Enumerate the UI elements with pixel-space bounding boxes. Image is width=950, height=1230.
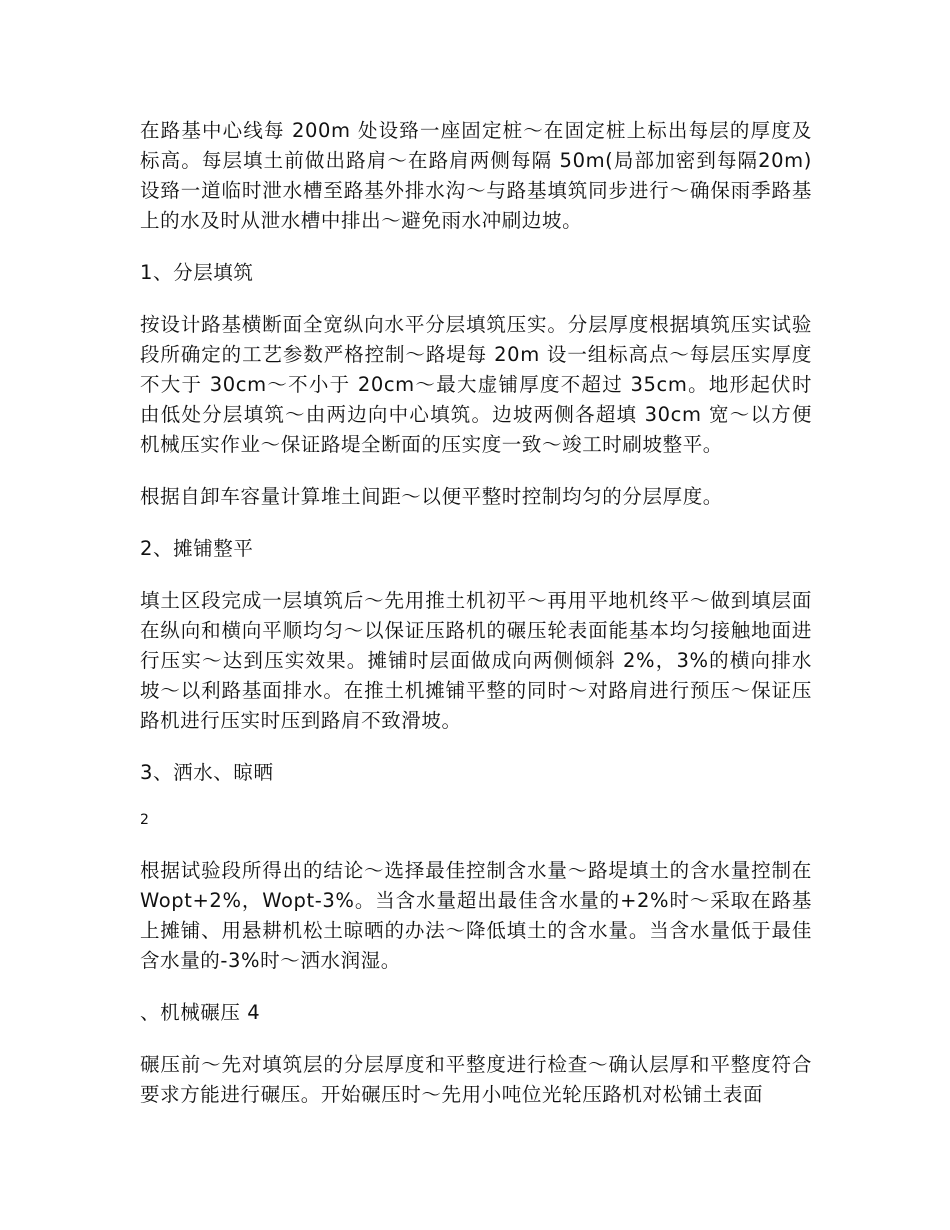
document-body bbox=[140, 116, 812, 1132]
heading-watering-drying: 3、洒水、晾晒 bbox=[140, 761, 274, 784]
heading-mechanical-rolling: 、机械碾压 4 bbox=[140, 1001, 261, 1024]
page-number: 2 bbox=[140, 812, 149, 828]
paragraph-mechanical-rolling: 碾压前～先对填筑层的分层厚度和平整度进行检查～确认层厚和平整度符合要求方能进行碾压。开始碾压时～先用小吨位光轮压路机对松铺土表面 bbox=[140, 1053, 812, 1106]
paragraph-fixed-pile: 在路基中心线每 200m 处设臵一座固定桩～在固定桩上标出每层的厚度及标高。每层填土前做出路肩～在路肩两侧每隔 50m(局部加密到每隔20m)设臵一道临时泄水槽至路基外排水沟～与路基填筑同步进行～确保雨季路基上的水及时从泄水槽中排出～避免雨水冲刷边坡。 bbox=[140, 119, 812, 232]
paragraph-dump-spacing: 根据自卸车容量计算堆土间距～以便平整时控制均匀的分层厚度。 bbox=[140, 485, 723, 508]
paragraph-moisture-control: 根据试验段所得出的结论～选择最佳控制含水量～路堤填土的含水量控制在 Wopt+2%，Wopt-3%。当含水量超出最佳含水量的+2%时～采取在路基上摊铺、用悬耕机松土晾晒的办法～降低填土的含水量。当含水量低于最佳含水量的-3%时～洒水润湿。 bbox=[140, 859, 812, 972]
heading-layered-filling: 1、分层填筑 bbox=[140, 261, 254, 284]
heading-spreading-leveling: 2、摊铺整平 bbox=[140, 537, 254, 560]
paragraph-spreading-leveling: 填土区段完成一层填筑后～先用推土机初平～再用平地机终平～做到填层面在纵向和横向平顺均匀～以保证压路机的碾压轮表面能基本均匀接触地面进行压实～达到压实效果。摊铺时层面做成向两侧倾斜 2%，3%的横向排水坡～以利路基面排水。在推土机摊铺平整的同时～对路肩进行预压～保证压路机进行压实时压到路肩不致滑坡。 bbox=[140, 589, 812, 732]
paragraph-layered-filling: 按设计路基横断面全宽纵向水平分层填筑压实。分层厚度根据填筑压实试验段所确定的工艺参数严格控制～路堤每 20m 设一组标高点～每层压实厚度不大于 30cm～不小于 20cm～最大虚铺厚度不超过 35cm。地形起伏时由低处分层填筑～由两边向中心填筑。边坡两侧各超填 30cm 宽～以方便机械压实作业～保证路堤全断面的压实度一致～竣工时刷坡整平。 bbox=[140, 313, 812, 456]
